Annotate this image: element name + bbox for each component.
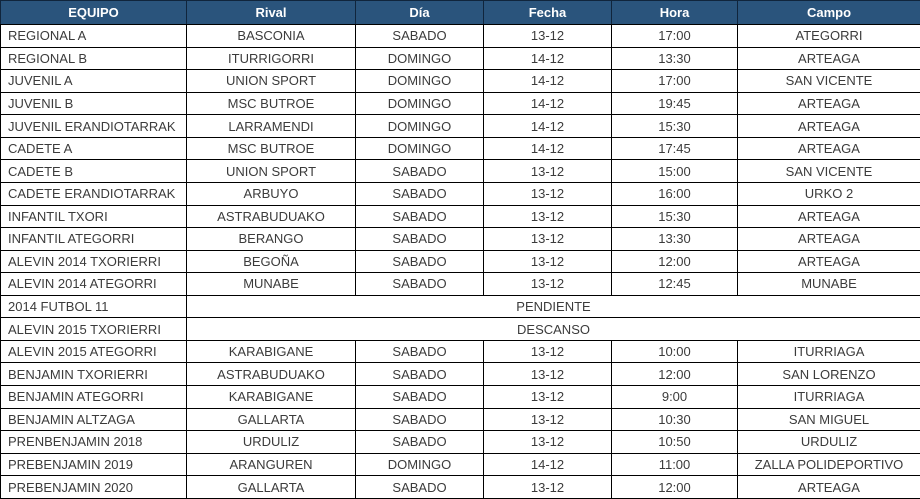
cell-hora: 17:45 [612,137,738,160]
table-row-merged [1,295,920,318]
cell-equipo: CADETE B [1,160,187,183]
cell-dia: DOMINGO [356,92,484,115]
header-cell-rival: Rival [187,1,356,25]
cell-campo: ATEGORRI [738,25,920,48]
cell-rival: ARBUYO [187,182,356,205]
cell-rival: BERANGO [187,228,356,251]
cell-fecha: 13-12 [484,160,612,183]
header-row [1,1,920,25]
cell-rival: BEGOÑA [187,250,356,273]
cell-hora: 12:00 [612,476,738,499]
cell-equipo: INFANTIL ATEGORRI [1,228,187,251]
cell-campo: SAN MIGUEL [738,408,920,431]
cell-rival: KARABIGANE [187,340,356,363]
cell-campo: MUNABE [738,273,920,296]
cell-hora: 10:50 [612,431,738,454]
cell-campo: ZALLA POLIDEPORTIVO [738,453,920,476]
cell-rival: ASTRABUDUAKO [187,205,356,228]
cell-fecha: 13-12 [484,273,612,296]
cell-hora: 15:30 [612,205,738,228]
cell-fecha: 14-12 [484,70,612,93]
cell-hora: 12:00 [612,250,738,273]
cell-equipo: ALEVIN 2015 ATEGORRI [1,340,187,363]
cell-equipo: BENJAMIN TXORIERRI [1,363,187,386]
cell-dia: SABADO [356,228,484,251]
cell-dia: SABADO [356,160,484,183]
cell-dia: SABADO [356,431,484,454]
table-row [1,115,920,138]
cell-campo: ARTEAGA [738,228,920,251]
cell-equipo: BENJAMIN ATEGORRI [1,386,187,409]
cell-hora: 15:30 [612,115,738,138]
cell-campo: ARTEAGA [738,92,920,115]
cell-fecha: 13-12 [484,250,612,273]
cell-rival: GALLARTA [187,476,356,499]
header-cell-fecha: Fecha [484,1,612,25]
cell-campo: ARTEAGA [738,476,920,499]
cell-hora: 10:30 [612,408,738,431]
cell-hora: 19:45 [612,92,738,115]
table-row [1,273,920,296]
cell-equipo: JUVENIL ERANDIOTARRAK [1,115,187,138]
cell-dia: SABADO [356,340,484,363]
table-row-merged [1,318,920,341]
cell-dia: SABADO [356,386,484,409]
cell-campo: SAN VICENTE [738,70,920,93]
cell-equipo: ALEVIN 2014 TXORIERRI [1,250,187,273]
cell-fecha: 14-12 [484,137,612,160]
cell-fecha: 13-12 [484,205,612,228]
cell-hora: 9:00 [612,386,738,409]
cell-rival: MSC BUTROE [187,92,356,115]
cell-campo: ARTEAGA [738,47,920,70]
cell-hora: 11:00 [612,453,738,476]
cell-equipo: ALEVIN 2014 ATEGORRI [1,273,187,296]
cell-rival: GALLARTA [187,408,356,431]
cell-fecha: 14-12 [484,453,612,476]
table-row [1,160,920,183]
header-cell-equipo: EQUIPO [1,1,187,25]
table-row [1,476,920,499]
cell-rival: LARRAMENDI [187,115,356,138]
cell-campo: ARTEAGA [738,205,920,228]
cell-campo: SAN VICENTE [738,160,920,183]
cell-campo: ARTEAGA [738,137,920,160]
cell-rival: ARANGUREN [187,453,356,476]
cell-dia: DOMINGO [356,137,484,160]
cell-dia: SABADO [356,182,484,205]
cell-campo: SAN LORENZO [738,363,920,386]
cell-dia: SABADO [356,273,484,296]
cell-rival: UNION SPORT [187,70,356,93]
header-cell-hora: Hora [612,1,738,25]
cell-hora: 10:00 [612,340,738,363]
cell-fecha: 13-12 [484,25,612,48]
table-row [1,25,920,48]
cell-dia: DOMINGO [356,453,484,476]
cell-dia: SABADO [356,408,484,431]
table-row [1,47,920,70]
header-cell-campo: Campo [738,1,920,25]
cell-dia: DOMINGO [356,115,484,138]
table-row [1,363,920,386]
table-row [1,182,920,205]
table-row [1,70,920,93]
cell-fecha: 13-12 [484,476,612,499]
cell-dia: DOMINGO [356,70,484,93]
table-row [1,431,920,454]
table-row [1,205,920,228]
cell-rival: URDULIZ [187,431,356,454]
cell-rival: ASTRABUDUAKO [187,363,356,386]
cell-hora: 15:00 [612,160,738,183]
cell-hora: 13:30 [612,228,738,251]
cell-fecha: 13-12 [484,386,612,409]
cell-fecha: 14-12 [484,92,612,115]
table-row [1,250,920,273]
cell-equipo: 2014 FUTBOL 11 [1,295,187,318]
cell-fecha: 13-12 [484,182,612,205]
cell-equipo: JUVENIL B [1,92,187,115]
table-body [1,25,920,499]
cell-fecha: 13-12 [484,363,612,386]
cell-equipo: PRENBENJAMIN 2018 [1,431,187,454]
table-row [1,137,920,160]
cell-hora: 16:00 [612,182,738,205]
cell-campo: ARTEAGA [738,250,920,273]
cell-hora: 17:00 [612,25,738,48]
cell-dia: DOMINGO [356,47,484,70]
cell-equipo: CADETE ERANDIOTARRAK [1,182,187,205]
cell-rival: BASCONIA [187,25,356,48]
cell-fecha: 14-12 [484,47,612,70]
cell-rival: MSC BUTROE [187,137,356,160]
cell-fecha: 13-12 [484,431,612,454]
cell-equipo: CADETE A [1,137,187,160]
cell-dia: SABADO [356,476,484,499]
cell-campo: ITURRIAGA [738,386,920,409]
cell-hora: 13:30 [612,47,738,70]
cell-equipo: BENJAMIN ALTZAGA [1,408,187,431]
table-row [1,340,920,363]
table-row [1,228,920,251]
cell-hora: 12:45 [612,273,738,296]
cell-hora: 17:00 [612,70,738,93]
cell-equipo: REGIONAL B [1,47,187,70]
cell-hora: 12:00 [612,363,738,386]
cell-rival: KARABIGANE [187,386,356,409]
cell-rival: ITURRIGORRI [187,47,356,70]
cell-status-descanso: DESCANSO [187,318,920,341]
cell-campo: URDULIZ [738,431,920,454]
table-row [1,386,920,409]
cell-equipo: PREBENJAMIN 2019 [1,453,187,476]
cell-dia: SABADO [356,25,484,48]
table-row [1,92,920,115]
cell-fecha: 13-12 [484,228,612,251]
cell-status-pendiente: PENDIENTE [187,295,920,318]
cell-rival: MUNABE [187,273,356,296]
cell-fecha: 13-12 [484,340,612,363]
cell-dia: SABADO [356,250,484,273]
cell-equipo: ALEVIN 2015 TXORIERRI [1,318,187,341]
table-row [1,453,920,476]
cell-rival: UNION SPORT [187,160,356,183]
cell-fecha: 14-12 [484,115,612,138]
header-cell-dia: Día [356,1,484,25]
cell-dia: SABADO [356,205,484,228]
cell-dia: SABADO [356,363,484,386]
table-header [1,1,920,25]
cell-equipo: INFANTIL TXORI [1,205,187,228]
cell-equipo: REGIONAL A [1,25,187,48]
cell-campo: ARTEAGA [738,115,920,138]
cell-campo: ITURRIAGA [738,340,920,363]
cell-fecha: 13-12 [484,408,612,431]
cell-campo: URKO 2 [738,182,920,205]
table-row [1,408,920,431]
cell-equipo: JUVENIL A [1,70,187,93]
cell-equipo: PREBENJAMIN 2020 [1,476,187,499]
